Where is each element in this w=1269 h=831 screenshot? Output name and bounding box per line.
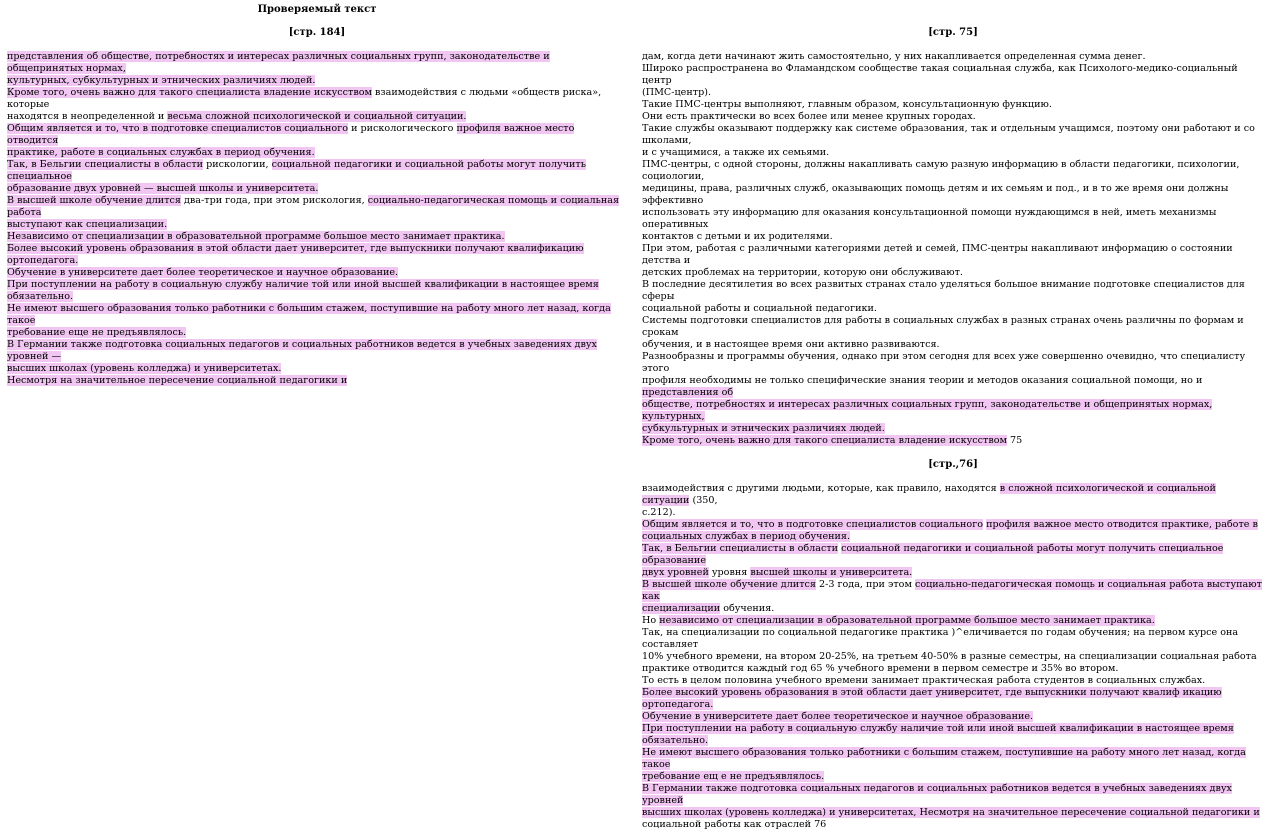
matched-fragment: требование ещ е не предъявлялось. xyxy=(642,771,825,782)
source-text-block-2 xyxy=(642,483,1264,831)
text-line xyxy=(642,147,1264,159)
text-line xyxy=(7,111,627,123)
text-line xyxy=(642,435,1264,447)
matched-fragment: Обучение в университете дает более теоретическое и научное образование. xyxy=(7,267,399,278)
text-line xyxy=(642,531,1264,543)
text-line xyxy=(642,687,1264,711)
text-line xyxy=(7,243,627,267)
text-fragment: Так, на специализации по социальной педагогике практика )^еличивается по годам обучения; на первом курсе она составляет xyxy=(642,627,1239,650)
matched-fragment: В высшей школе обучение длится xyxy=(642,579,816,590)
text-line xyxy=(642,615,1264,627)
text-line xyxy=(642,675,1264,687)
matched-fragment: При поступлении на работу в социальную службу наличие той или иной высшей квалификации в настоящее время обязательно. xyxy=(642,723,1234,746)
matched-fragment: независимо от специализации в образовательной программе большое место занимает практика. xyxy=(659,615,1155,626)
text-line xyxy=(642,771,1264,783)
source-text-block-1 xyxy=(642,51,1264,447)
checked-text-block xyxy=(7,51,627,387)
text-fragment: Но xyxy=(642,615,660,626)
text-fragment: Такие ПМС-центры выполняют, главным образом, консультационную функцию. xyxy=(642,99,1052,110)
page-label-source-1: [стр. 75] xyxy=(928,27,978,38)
text-fragment: социальной работы и социальной педагогики. xyxy=(642,303,877,314)
matched-fragment: образование двух уровней — высшей школы и университета. xyxy=(7,183,319,194)
matched-fragment: высшей школы и университета. xyxy=(750,567,913,578)
checked-text-column xyxy=(7,0,627,387)
text-line xyxy=(642,819,1264,831)
text-line xyxy=(642,663,1264,675)
text-fragment: взаимодействия с другими людьми, которые, как правило, находятся xyxy=(642,483,1000,494)
text-line xyxy=(642,723,1264,747)
text-line xyxy=(642,543,1264,567)
text-line xyxy=(7,339,627,363)
text-fragment: В последние десятилетия во всех развитых странах стало уделяться большое внимание подготовке специалистов для сферы xyxy=(642,279,1245,302)
text-line xyxy=(7,183,627,195)
text-line xyxy=(642,579,1264,603)
text-fragment: обучения. xyxy=(720,603,775,614)
text-fragment: профиля необходимы не только специфические знания теории и методов оказания социальной помощи, но и xyxy=(642,375,1203,386)
matched-fragment: В Германии также подготовка социальных педагогов и социальных работников ведется в учебных заведениях двух уровней xyxy=(642,783,1232,806)
matched-fragment: социально-педагогическая помощь и социальная работа выступают как xyxy=(642,579,1262,602)
matched-fragment: культурных, субкультурных и этнических различиях людей. xyxy=(7,75,316,86)
matched-fragment: В Германии также подготовка социальных педагогов и социальных работников ведется в учебных заведениях двух уровней — xyxy=(7,339,597,362)
matched-fragment: высших школах (уровень колледжа) и университетах. xyxy=(7,363,282,374)
text-line xyxy=(7,75,627,87)
text-line xyxy=(642,507,1264,519)
matched-fragment: Более высокий уровень образования в этой области дает университет, где выпускники получают квалификацию ортопедагога. xyxy=(7,243,584,266)
text-line xyxy=(642,63,1264,87)
text-fragment: обучения, и в настоящее время они активно развиваются. xyxy=(642,339,940,350)
text-line xyxy=(642,159,1264,183)
text-line xyxy=(7,363,627,375)
text-line xyxy=(642,807,1264,819)
matched-fragment: Кроме того, очень важно для такого специалиста владение искусством xyxy=(7,87,372,98)
matched-fragment: Так, в Бельгии специалисты в области xyxy=(642,543,839,554)
text-fragment: контактов с детьми и их родителями. xyxy=(642,231,833,242)
text-line xyxy=(7,159,627,183)
text-line xyxy=(7,327,627,339)
text-fragment: использовать эту информацию для оказания консультационной помощи нуждающимся в ней, иметь механизмы оперативных xyxy=(642,207,1217,230)
text-line xyxy=(642,243,1264,267)
text-fragment: медицины, права, различных служб, оказывающих помощь детям и их семьям и под., и в то же время они должны эффективно xyxy=(642,183,1229,206)
matched-fragment: Общим является и то, что в подготовке специалистов социального xyxy=(642,519,984,530)
matched-fragment: Несмотря на значительное пересечение социальной педагогики и xyxy=(7,375,348,386)
text-fragment: (350, xyxy=(689,495,718,506)
matched-fragment: Не имеют высшего образования только работники с большим стажем, поступившие на работу много лет назад, когда такое xyxy=(7,303,611,326)
text-line xyxy=(642,711,1264,723)
text-line xyxy=(642,339,1264,351)
text-fragment: (ПМС-центр). xyxy=(642,87,711,98)
text-line xyxy=(7,219,627,231)
text-line xyxy=(642,399,1264,423)
text-fragment: Такие службы оказывают поддержку как системе образования, так и отдельным учащимся, поэтому они работают и со школами, xyxy=(642,123,1255,146)
page-label-source-2: [стр.,76] xyxy=(928,459,978,470)
text-fragment: дам, когда дети начинают жить самостоятельно, у них накапливается определенная сумма денег. xyxy=(642,51,1146,62)
text-fragment: При этом, работая с различными категориями детей и семей, ПМС-центры накапливают информацию о состоянии детства и xyxy=(642,243,1233,266)
text-line xyxy=(7,303,627,327)
text-line xyxy=(642,315,1264,339)
text-line xyxy=(642,603,1264,615)
text-line xyxy=(7,267,627,279)
matched-fragment: социальной педагогики и социальной работы могут получить специальное xyxy=(7,159,586,182)
matched-fragment: профиля важное место отводится практике, работе в xyxy=(986,519,1258,530)
matched-fragment: социально-педагогическая помощь и социальная работа xyxy=(7,195,620,218)
text-line xyxy=(642,375,1264,399)
matched-fragment: практике, работе в социальных службах в период обучения. xyxy=(7,147,315,158)
text-fragment: 10% учебного времени, на втором 20-25%, на третьем 40-50% в разные семестры, на специализации социальная работа xyxy=(642,651,1257,662)
text-line xyxy=(642,351,1264,375)
text-line xyxy=(7,279,627,303)
matched-fragment: социальной педагогики и социальной работы могут получить специальное образование xyxy=(642,543,1224,566)
text-line xyxy=(642,123,1264,147)
text-line xyxy=(642,267,1264,279)
text-line xyxy=(642,783,1264,807)
text-line xyxy=(642,651,1264,663)
text-line xyxy=(642,183,1264,207)
text-fragment: социальной работы как отраслей 76 xyxy=(642,819,827,830)
matched-fragment: обществе, потребностях и интересах различных социальных групп, законодательстве и общепринятых нормах, культурных, xyxy=(642,399,1213,422)
matched-fragment: представления об обществе, потребностях и интересах различных социальных групп, законодательстве и общепринятых нормах, xyxy=(7,51,550,74)
text-line xyxy=(7,51,627,75)
text-fragment: 75 xyxy=(1006,435,1023,446)
text-line xyxy=(7,123,627,147)
text-line xyxy=(642,279,1264,303)
text-fragment: взаимодействия с людьми «обществ риска», которые xyxy=(7,87,602,110)
text-line xyxy=(642,87,1264,99)
matched-fragment: субкультурных и этнических различиях людей. xyxy=(642,423,885,434)
text-line xyxy=(642,231,1264,243)
matched-fragment: высших школах (уровень колледжа) и университетах, Несмотря на значительное пересечение социальной педагогики и xyxy=(642,807,1260,818)
matched-fragment: специализации xyxy=(642,603,721,614)
matched-fragment: Так, в Бельгии специалисты в области xyxy=(7,159,204,170)
text-fragment: детских проблемах на территории, которую они обслуживают. xyxy=(642,267,963,278)
text-fragment: рискологии, xyxy=(203,159,272,170)
source-text-column xyxy=(642,0,1264,831)
text-line xyxy=(7,195,627,219)
matched-fragment: Более высокий уровень образования в этой области дает университет, где выпускники получают квалиф икацию ортопедагога. xyxy=(642,687,1222,710)
matched-fragment: Общим является и то, что в подготовке специалистов социального xyxy=(7,123,349,134)
matched-fragment: выступают как специализации. xyxy=(7,219,168,230)
matched-fragment: представления об xyxy=(642,387,734,398)
matched-fragment: весьма сложной психологической и социальной ситуации. xyxy=(167,111,467,122)
text-line xyxy=(7,87,627,111)
text-fragment: Системы подготовки специалистов для работы в социальных службах в разных странах очень различны по формам и срокам xyxy=(642,315,1244,338)
matched-fragment: Независимо от специализации в образовательной программе большое место занимает практика. xyxy=(7,231,505,242)
matched-fragment: социальных службах в период обучения. xyxy=(642,531,851,542)
text-fragment: практике отводится каждый год 65 % учебного времени в первом семестре и 35% во втором. xyxy=(642,663,1119,674)
text-fragment: ПМС-центры, с одной стороны, должны накапливать самую разную информацию в области педагогики, психологии, социологии, xyxy=(642,159,1240,182)
text-line xyxy=(642,519,1264,531)
text-fragment: с.212). xyxy=(642,507,676,518)
text-fragment: и с учащимися, а также их семьями. xyxy=(642,147,830,158)
document-title: Проверяемый текст xyxy=(257,4,377,15)
matched-fragment: Не имеют высшего образования только работники с большим стажем, поступившие на работу много лет назад, когда такое xyxy=(642,747,1246,770)
text-fragment: уровня xyxy=(708,567,751,578)
text-line xyxy=(642,423,1264,435)
matched-fragment: Обучение в университете дает более теоретическое и научное образование. xyxy=(642,711,1034,722)
text-fragment: Они есть практически во всех более или менее крупных городах. xyxy=(642,111,976,122)
text-fragment: То есть в целом половина учебного времени занимает практическая работа студентов в социальных службах. xyxy=(642,675,1206,686)
text-fragment: Широко распространена во Фламандском сообществе такая социальная служба, как Психолого-медико-социальный центр xyxy=(642,63,1238,86)
text-line xyxy=(642,99,1264,111)
matched-fragment: При поступлении на работу в социальную службу наличие той или иной высшей квалификации в настоящее время обязательно. xyxy=(7,279,599,302)
text-line xyxy=(642,111,1264,123)
text-fragment: и рискологического xyxy=(348,123,457,134)
matched-fragment: двух уровней xyxy=(642,567,709,578)
text-fragment: Разнообразны и программы обучения, однако при этом сегодня для всех уже совершенно очевидно, что специалисту этого xyxy=(642,351,1246,374)
text-fragment: находятся в неопределенной и xyxy=(7,111,168,122)
text-line xyxy=(642,567,1264,579)
matched-fragment: Кроме того, очень важно для такого специалиста владение искусством xyxy=(642,435,1007,446)
text-line xyxy=(642,747,1264,771)
text-line xyxy=(642,207,1264,231)
text-line xyxy=(7,375,627,387)
page-label-left: [стр. 184] xyxy=(288,27,346,38)
text-line xyxy=(642,627,1264,651)
matched-fragment: в сложной психологической и социальной ситуации xyxy=(642,483,1216,506)
matched-fragment: требование еще не предъявлялось. xyxy=(7,327,187,338)
matched-fragment: профиля важное место отводится xyxy=(7,123,575,146)
text-fragment: 2-3 года, при этом xyxy=(815,579,915,590)
text-line xyxy=(642,51,1264,63)
text-line xyxy=(642,303,1264,315)
text-fragment: два-три года, при этом рискология, xyxy=(180,195,368,206)
text-line xyxy=(7,147,627,159)
matched-fragment: В высшей школе обучение длится xyxy=(7,195,181,206)
text-line xyxy=(7,231,627,243)
text-line xyxy=(642,483,1264,507)
